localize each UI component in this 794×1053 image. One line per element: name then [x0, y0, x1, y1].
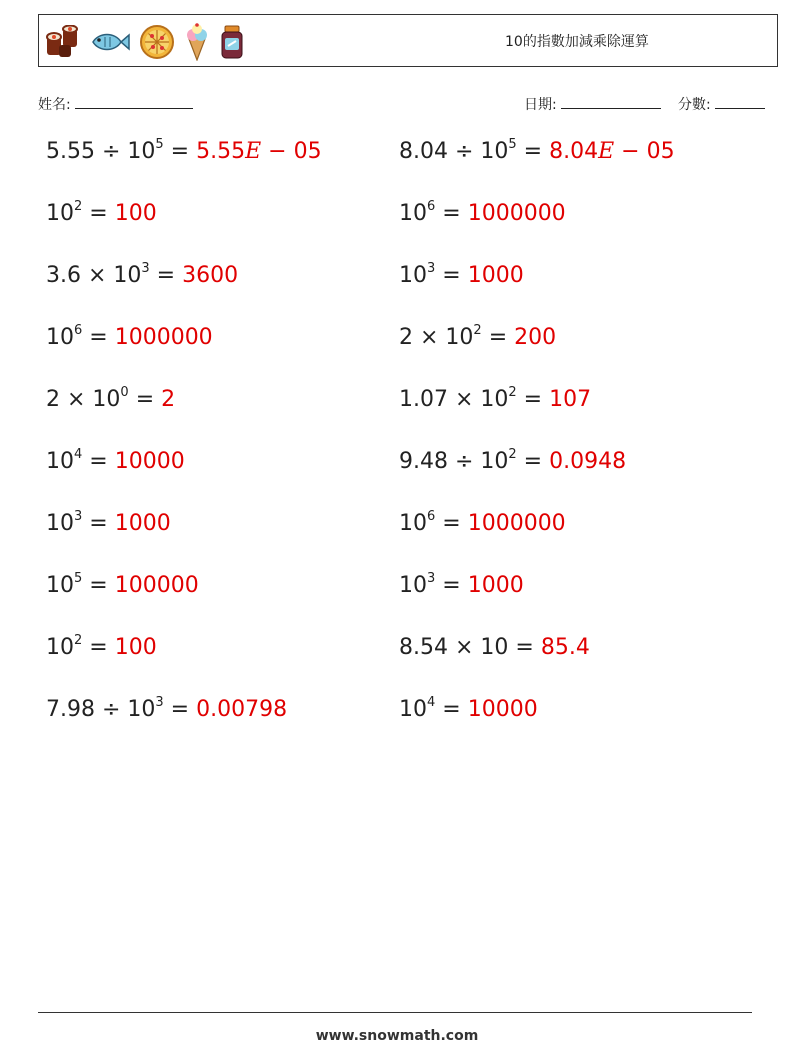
- problem-answer: [549, 139, 674, 164]
- problem-right-10: [399, 695, 538, 728]
- date-blank[interactable]: [561, 94, 661, 109]
- problem-answer: [541, 635, 590, 660]
- problem-exponent: 4: [427, 695, 436, 710]
- name-blank[interactable]: [75, 94, 193, 109]
- problem-exponent: 2: [74, 633, 83, 648]
- problem-exponent: 3: [427, 571, 436, 586]
- answer-mantissa: 100000: [114, 573, 199, 598]
- problem-right-1: [399, 137, 675, 170]
- problem-exponent: 6: [74, 323, 83, 338]
- problem-equals: =: [163, 697, 197, 722]
- problem-right-8: [399, 571, 524, 604]
- problem-expression: 2 × 10: [399, 325, 474, 350]
- answer-mantissa: 200: [514, 325, 557, 350]
- problem-answer: [468, 511, 566, 536]
- problem-right-9: [399, 633, 590, 663]
- answer-mantissa: 100: [114, 635, 157, 660]
- answer-exponent-part: − 05: [261, 139, 322, 164]
- answer-mantissa: 1000: [114, 511, 171, 536]
- answer-mantissa: 1000: [467, 263, 524, 288]
- answer-mantissa: 1000000: [114, 325, 213, 350]
- problem-expression: 10: [46, 201, 74, 226]
- problem-exponent: 3: [427, 261, 436, 276]
- problem-answer: [549, 387, 591, 412]
- problem-equals: =: [82, 573, 115, 598]
- problem-equals: =: [82, 201, 115, 226]
- date-label: 日期:: [524, 97, 557, 113]
- problem-expression: 10: [399, 511, 427, 536]
- problem-exponent: 2: [508, 447, 517, 462]
- answer-mantissa: 100: [114, 201, 157, 226]
- problem-exponent: 6: [427, 199, 436, 214]
- header-icons: [45, 23, 245, 61]
- problem-answer: [115, 201, 157, 226]
- problem-answer: [468, 263, 524, 288]
- answer-mantissa: 1000000: [467, 201, 566, 226]
- problem-equals: =: [82, 511, 115, 536]
- worksheet-header: [38, 14, 778, 67]
- jam-jar-icon: [219, 24, 245, 60]
- problem-expression: 10: [399, 263, 427, 288]
- problem-expression: 3.6 × 10: [46, 263, 142, 288]
- answer-mantissa: 8.04: [549, 139, 599, 164]
- score-label: 分數:: [678, 97, 711, 113]
- problem-equals: =: [516, 387, 550, 412]
- answer-mantissa: 1000: [467, 573, 524, 598]
- problem-exponent: 3: [155, 695, 164, 710]
- footer-divider: [38, 1012, 752, 1013]
- problem-expression: 5.55 ÷ 10: [46, 139, 156, 164]
- problem-right-7: [399, 509, 566, 542]
- problem-right-2: [399, 199, 566, 232]
- problem-exponent: 5: [74, 571, 83, 586]
- problem-equals: =: [82, 449, 115, 474]
- answer-mantissa: 0.00798: [196, 697, 288, 722]
- problem-equals: =: [481, 325, 515, 350]
- problem-exponent: 2: [473, 323, 482, 338]
- problem-answer: [514, 325, 556, 350]
- problem-left-8: [46, 571, 199, 604]
- sushi-roll-icon: [45, 25, 81, 59]
- problem-expression: 10: [46, 325, 74, 350]
- problem-equals: =: [82, 325, 115, 350]
- problem-exponent: 3: [74, 509, 83, 524]
- problem-answer: [468, 573, 524, 598]
- problem-expression: 9.48 ÷ 10: [399, 449, 509, 474]
- problem-answer: [182, 263, 238, 288]
- worksheet-title: 10的指數加減乘除運算: [505, 34, 649, 50]
- answer-mantissa: 85.4: [540, 635, 590, 660]
- score-field: [678, 94, 765, 114]
- problem-answer: [115, 511, 171, 536]
- problem-answer: [549, 449, 626, 474]
- problem-expression: 8.04 ÷ 10: [399, 139, 509, 164]
- answer-e-notation: E: [245, 139, 262, 164]
- problem-left-5: [46, 385, 175, 418]
- problem-left-7: [46, 509, 171, 542]
- problem-left-3: [46, 261, 238, 294]
- problem-expression: 10: [46, 635, 74, 660]
- problem-equals: =: [149, 263, 183, 288]
- problem-left-4: [46, 323, 213, 356]
- problem-expression: 10: [46, 573, 74, 598]
- problem-answer: [196, 697, 287, 722]
- problem-expression: 7.98 ÷ 10: [46, 697, 156, 722]
- answer-mantissa: 10000: [467, 697, 538, 722]
- problem-answer: [468, 697, 538, 722]
- problem-expression: 10: [46, 511, 74, 536]
- problem-answer: [115, 573, 199, 598]
- answer-mantissa: 1000000: [467, 511, 566, 536]
- pizza-icon: [139, 24, 175, 60]
- ice-cream-cone-icon: [183, 23, 211, 61]
- problem-right-4: [399, 323, 556, 356]
- problem-right-6: [399, 447, 626, 480]
- footer-url: www.snowmath.com: [315, 1028, 479, 1044]
- problem-answer: [115, 635, 157, 660]
- problem-right-3: [399, 261, 524, 294]
- problem-expression: 2 × 10: [46, 387, 121, 412]
- answer-mantissa: 5.55: [196, 139, 246, 164]
- problem-left-1: [46, 137, 322, 170]
- problem-equals: =: [435, 697, 468, 722]
- problem-equals: =: [128, 387, 162, 412]
- problem-exponent: 2: [74, 199, 83, 214]
- problem-equals: =: [516, 139, 550, 164]
- problem-equals: =: [163, 139, 197, 164]
- problem-expression: 1.07 × 10: [399, 387, 509, 412]
- problem-answer: [468, 201, 566, 226]
- problem-left-2: [46, 199, 157, 232]
- problem-answer: [115, 449, 185, 474]
- answer-mantissa: 10000: [114, 449, 185, 474]
- fish-icon: [89, 27, 131, 57]
- answer-e-notation: E: [598, 139, 615, 164]
- problem-exponent: 3: [141, 261, 150, 276]
- answer-mantissa: 107: [549, 387, 592, 412]
- problem-exponent: 6: [427, 509, 436, 524]
- problem-equals: =: [435, 201, 468, 226]
- name-field: [38, 94, 193, 114]
- problem-equals: =: [508, 635, 541, 660]
- problem-exponent: 4: [74, 447, 83, 462]
- problem-exponent: 5: [508, 137, 517, 152]
- problem-exponent: 0: [120, 385, 129, 400]
- answer-mantissa: 0.0948: [549, 449, 627, 474]
- problem-right-5: [399, 385, 591, 418]
- score-blank[interactable]: [715, 94, 765, 109]
- problem-equals: =: [435, 573, 468, 598]
- problem-exponent: 2: [508, 385, 517, 400]
- problem-left-6: [46, 447, 185, 480]
- problem-answer: [115, 325, 213, 350]
- problem-expression: 10: [46, 449, 74, 474]
- problem-expression: 10: [399, 697, 427, 722]
- problem-equals: =: [82, 635, 115, 660]
- problem-exponent: 5: [155, 137, 164, 152]
- problem-expression: 10: [399, 201, 427, 226]
- date-field: [524, 94, 661, 114]
- name-label: 姓名:: [38, 97, 71, 113]
- answer-exponent-part: − 05: [614, 139, 675, 164]
- answer-mantissa: 3600: [182, 263, 239, 288]
- problem-equals: =: [516, 449, 550, 474]
- problem-left-9: [46, 633, 157, 666]
- problem-equals: =: [435, 511, 468, 536]
- problem-left-10: [46, 695, 287, 728]
- answer-mantissa: 2: [161, 387, 176, 412]
- problem-answer: [196, 139, 321, 164]
- problem-answer: [161, 387, 175, 412]
- problem-expression: 10: [399, 573, 427, 598]
- problem-expression: 8.54 × 10: [399, 635, 509, 660]
- problem-equals: =: [435, 263, 468, 288]
